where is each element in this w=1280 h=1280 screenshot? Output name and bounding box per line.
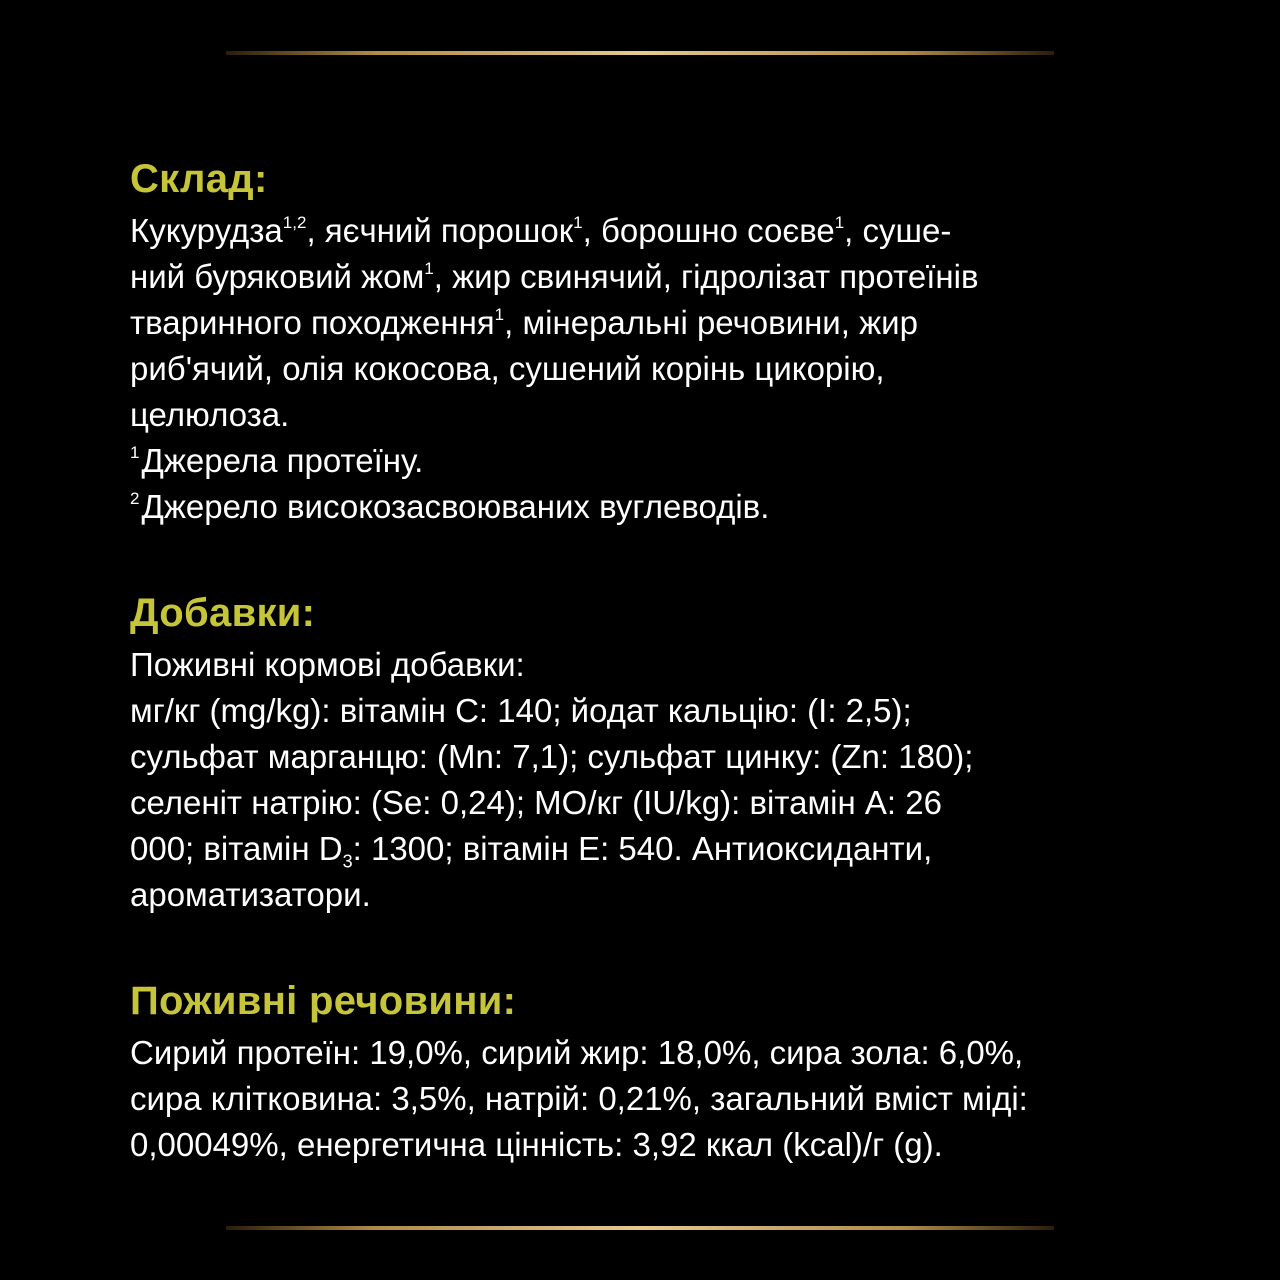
additives-title: Добавки: <box>130 591 316 635</box>
additives-section <box>130 584 1190 918</box>
bottom-gold-divider <box>226 1226 1054 1230</box>
superscript: 1 <box>494 305 505 324</box>
composition-line-4: риб'ячий, олія кокосова, сушений корінь цикорію, <box>130 350 885 387</box>
nutrients-section <box>130 972 1190 1168</box>
superscript: 1 <box>573 213 583 232</box>
text-run: Кукурудза <box>130 212 283 249</box>
footnote-2 <box>130 484 1190 530</box>
footnote-1 <box>130 438 1190 484</box>
text-run: , яєчний порошок <box>306 212 574 249</box>
composition-title: Склад: <box>130 157 268 201</box>
composition-line-5: целюлоза. <box>130 396 290 433</box>
footnote-text: Джерела протеїну. <box>141 442 424 479</box>
top-gold-divider <box>226 51 1054 55</box>
text-run: , суше- <box>844 212 952 249</box>
text-run: , мінеральні речовини, жир <box>504 304 918 341</box>
text-run: тваринного походження <box>130 304 495 341</box>
text-run: ний буряковий жом <box>130 258 425 295</box>
superscript: 1,2 <box>282 213 307 232</box>
composition-line-1 <box>130 208 1190 254</box>
nutrients-line-2: сира клітковина: 3,5%, натрій: 0,21%, загальний вміст міді: <box>130 1080 1028 1117</box>
additives-line-6: ароматизатори. <box>130 876 371 913</box>
section-spacer <box>130 918 1190 972</box>
nutrients-title: Поживні речовини: <box>130 979 517 1023</box>
footnote-text: Джерело високозасвоюваних вуглеводів. <box>141 488 770 525</box>
footnote-mark: 1 <box>130 443 140 462</box>
superscript: 1 <box>424 259 434 278</box>
composition-section <box>130 150 1190 530</box>
subscript: 3 <box>342 851 353 872</box>
content-block <box>130 150 1190 1168</box>
composition-line-2 <box>130 254 1190 300</box>
section-spacer <box>130 530 1190 584</box>
composition-line-3 <box>130 300 1190 346</box>
additives-line-3: сульфат марганцю: (Mn: 7,1); сульфат цинку: (Zn: 180); <box>130 738 974 775</box>
additives-line-5 <box>130 826 1190 872</box>
nutrients-line-1: Сирий протеїн: 19,0%, сирий жир: 18,0%, сира зола: 6,0%, <box>130 1034 1024 1071</box>
text-run: 000; вітамін D <box>130 830 343 867</box>
additives-line-2: мг/кг (mg/kg): вітамін С: 140; йодат кальцію: (I: 2,5); <box>130 692 912 729</box>
additives-line-4: селеніт натрію: (Se: 0,24); МО/кг (IU/kg): вітамін А: 26 <box>130 784 942 821</box>
text-run: , борошно соєве <box>582 212 835 249</box>
text-run: , жир свинячий, гідролізат протеїнів <box>433 258 979 295</box>
additives-line-1: Поживні кормові добавки: <box>130 646 525 683</box>
nutrients-line-3: 0,00049%, енергетична цінність: 3,92 ккал (kcal)/г (g). <box>130 1126 943 1163</box>
footnote-mark: 2 <box>130 489 140 508</box>
superscript: 1 <box>834 213 845 232</box>
text-run: : 1300; вітамін Е: 540. Антиоксиданти, <box>352 830 933 867</box>
